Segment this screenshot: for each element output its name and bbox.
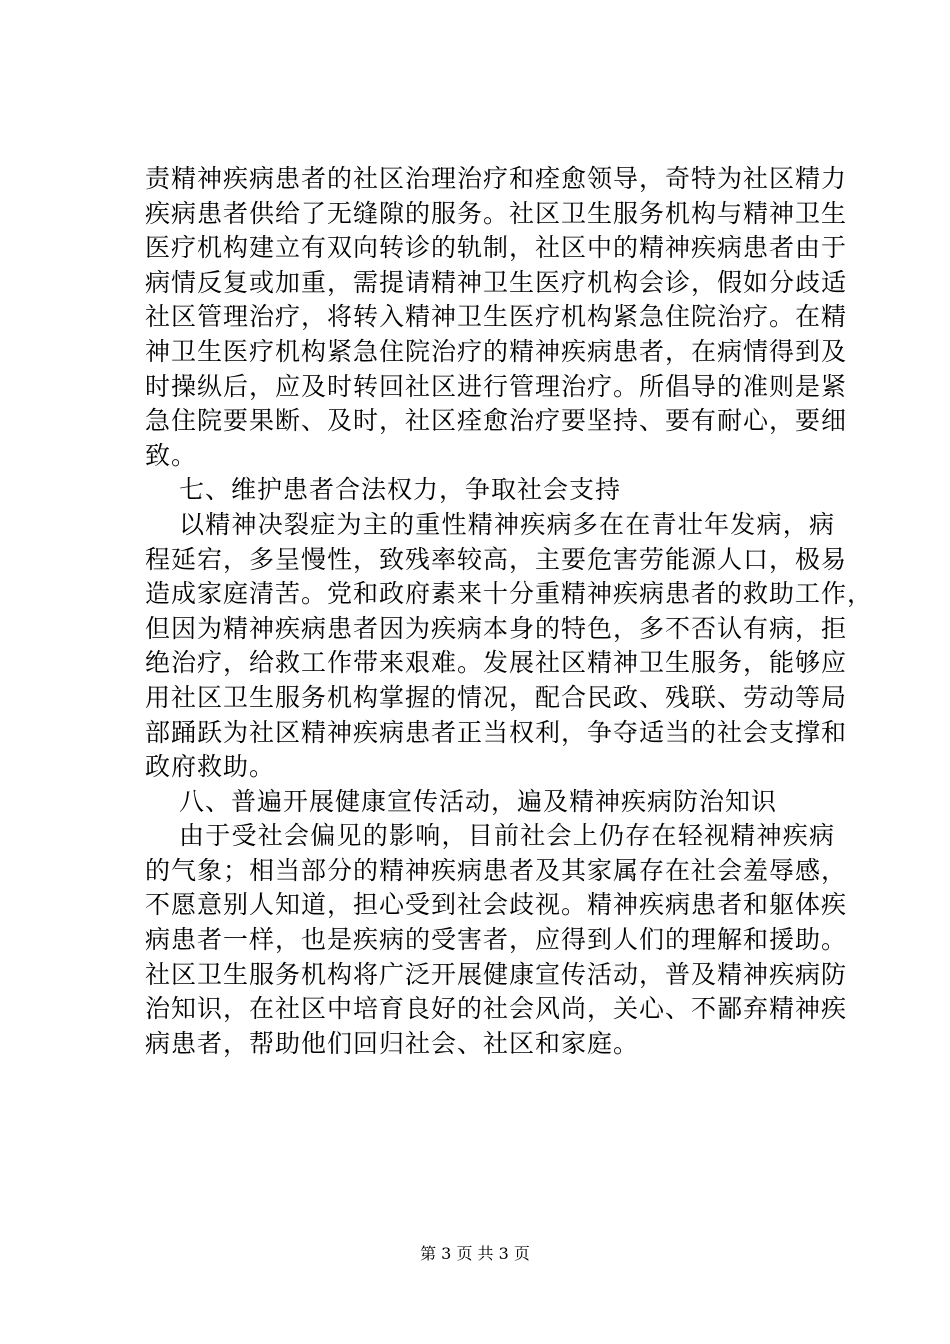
text-line: 神卫生医疗机构紧急住院治疗的精神疾病患者，在病情得到及 bbox=[145, 336, 848, 366]
text-line: 治知识，在社区中培育良好的社会风尚，关心、不鄙弃精神疾 bbox=[145, 994, 848, 1024]
text-line: 用社区卫生服务机构掌握的情况，配合民政、残联、劳动等局 bbox=[145, 682, 848, 712]
paragraph-referral bbox=[145, 162, 848, 473]
text-line: 时操纵后，应及时转回社区进行管理治疗。所倡导的准则是紧 bbox=[145, 371, 848, 401]
text-line: 政府救助。 bbox=[145, 752, 276, 782]
text-line: 疾病患者供给了无缝隙的服务。社区卫生服务机构与精神卫生 bbox=[145, 198, 848, 228]
text-line: 不愿意别人知道，担心受到社会歧视。精神疾病患者和躯体疾 bbox=[145, 890, 848, 920]
text-line: 病患者，帮助他们回归社会、社区和家庭。 bbox=[145, 1028, 640, 1058]
text-line: 病患者一样，也是疾病的受害者，应得到人们的理解和援助。 bbox=[145, 925, 848, 955]
text-line: 以精神决裂症为主的重性精神疾病多在在青壮年发病，病 bbox=[179, 509, 835, 539]
text-line: 病情反复或加重，需提请精神卫生医疗机构会诊，假如分歧适 bbox=[145, 267, 848, 297]
text-line: 社区管理治疗，将转入精神卫生医疗机构紧急住院治疗。在精 bbox=[145, 302, 848, 332]
text-line: 的气象；相当部分的精神疾病患者及其家属存在社会羞辱感， bbox=[145, 855, 848, 885]
text-line: 由于受社会偏见的影响，目前社会上仍存在轻视精神疾病 bbox=[179, 821, 835, 851]
text-line: 部踊跃为社区精神疾病患者正当权利，争夺适当的社会支撑和 bbox=[145, 717, 848, 747]
text-line: 社区卫生服务机构将广泛开展健康宣传活动，普及精神疾病防 bbox=[145, 959, 848, 989]
text-line: 绝治疗，给救工作带来艰难。发展社区精神卫生服务，能够应 bbox=[145, 648, 848, 678]
text-line: 程延宕，多呈慢性，致残率较高，主要危害劳能源人口，极易 bbox=[145, 544, 848, 574]
text-line: 致。 bbox=[145, 440, 198, 470]
text-line: 但因为精神疾病患者因为疾病本身的特色，多不否认有病，拒 bbox=[145, 613, 848, 643]
section-heading-8 bbox=[145, 785, 835, 820]
page-number-footer: 第 3 页 共 3 页 bbox=[420, 1244, 530, 1263]
text-line: 急住院要果断、及时，社区痊愈治疗要坚持、要有耐心，要细 bbox=[145, 406, 848, 436]
text-line: 责精神疾病患者的社区治理治疗和痊愈领导，奇特为社区精力 bbox=[145, 164, 848, 193]
heading-line: 七、维护患者合法权力，争取社会支持 bbox=[179, 475, 622, 505]
text-line: 医疗机构建立有双向转诊的轨制，社区中的精神疾病患者由于 bbox=[145, 233, 848, 263]
text-line: 造成家庭清苦。党和政府素来十分重精神疾病患者的救助工作， bbox=[145, 579, 874, 609]
document-body bbox=[145, 162, 874, 1061]
paragraph-education bbox=[145, 819, 848, 1061]
section-heading-7 bbox=[145, 473, 835, 508]
heading-line: 八、普遍开展健康宣传活动，遍及精神疾病防治知识 bbox=[179, 786, 778, 816]
paragraph-rights bbox=[145, 508, 874, 785]
